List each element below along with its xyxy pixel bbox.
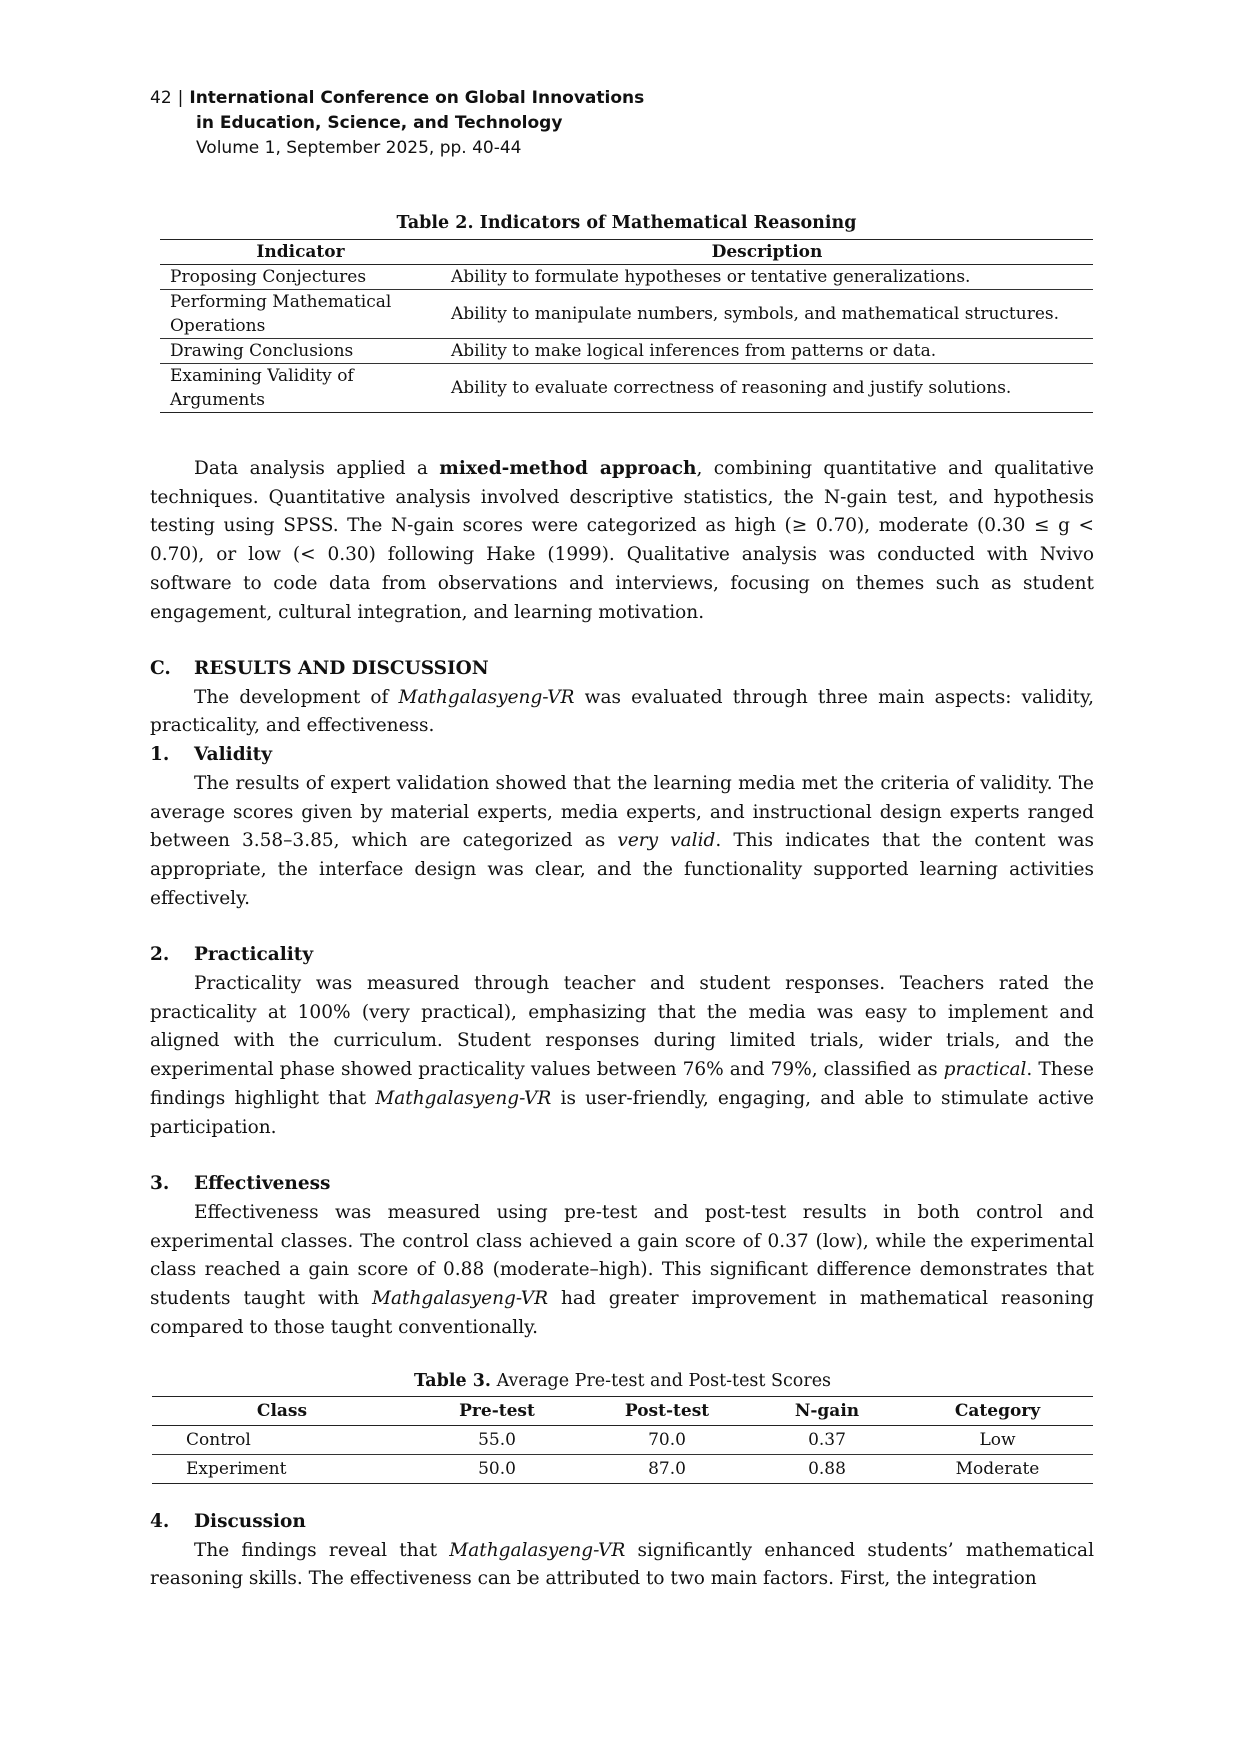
text-run: Effectiveness was measured using pre-test and post-test results in both control and experimental classes. The control class achieved a gain score of 0.37 (low), while the experimental class reached a gain score of 0.88 (moderate–high). This significant difference demonstrates that students taught with [150,1201,1094,1310]
indicator-cell: Proposing Conjectures [160,265,441,290]
table-row [160,290,1093,339]
table-cell: 70.0 [582,1426,752,1455]
table-2-caption: Table 2. Indicators of Mathematical Reasoning [396,213,857,233]
text-run: significantly enhanced students’ mathematical reasoning skills. The effectiveness can be attributed to two main factors. First, the integration [150,1539,1094,1590]
practicality-paragraph [150,970,1094,1142]
table-row [152,1455,1093,1484]
table-header-row [160,240,1093,265]
caption-text: Average Pre-test and Post-test Scores [491,1371,832,1391]
table-header-row [152,1397,1093,1426]
table-row [160,339,1093,364]
column-header: Class [152,1397,412,1426]
emphasis-italic: Mathgalasyeng-VR [398,686,575,708]
discussion-paragraph [150,1537,1094,1594]
indicator-cell: Performing Mathematical Operations [160,290,441,339]
table-row [160,265,1093,290]
subsection-number: 2. [150,944,170,966]
header-line-1 [150,86,644,111]
subsection-title: Effectiveness [194,1173,331,1195]
indicator-cell: Examining Validity of Arguments [160,364,441,413]
table-cell: 0.88 [752,1455,902,1484]
column-header: Description [441,240,1093,265]
section-intro-paragraph [150,684,1094,741]
table-cell: Low [902,1426,1093,1455]
text-run: Data analysis applied a [194,458,440,479]
emphasis-bold: mixed-method approach [439,458,697,479]
emphasis-italic: very valid [617,830,716,852]
text-run: Practicality was measured through teacher and student responses. Teachers rated the practicality at 100% (very practical), emphasizing that the media was easy to implement and aligned with the curriculum. Student responses during limited trials, wider trials, and the experimental phase showed practicality values between 76% and 79%, classified as [150,973,1094,1081]
description-cell: Ability to formulate hypotheses or tentative generalizations. [441,265,1093,290]
header-separator: | [177,88,184,108]
table-cell: 55.0 [412,1426,582,1455]
emphasis-italic: Mathgalasyeng-VR [375,1087,552,1109]
conference-title-line-2: in Education, Science, and Technology [196,113,563,133]
subsection-number: 4. [150,1511,170,1532]
text-run: The results of expert validation showed that the learning media met the criteria of validity. The average scores given by material experts, media experts, and instructional design experts ranged between 3.58–3.85, which are categorized as [150,772,1094,852]
conference-title-line-1: International Conference on Global Innovations [189,88,645,108]
table-cell: 50.0 [412,1455,582,1484]
table-cell: 87.0 [582,1455,752,1484]
subsection-heading [150,941,1094,970]
section-title: RESULTS AND DISCUSSION [194,658,489,679]
table-3 [152,1396,1093,1484]
emphasis-italic: practical [943,1059,1027,1081]
column-header: Pre-test [412,1397,582,1426]
text-run: , combining quantitative and qualitative techniques. Quantitative analysis involved descriptive statistics, the N-gain test, and hypothesis testing using SPSS. The N-gain scores were categorized as high (≥ 0.70), moderate (0.30 ≤ g < 0.70), or low (< 0.30) following Hake (1999). Qualitative analysis was conducted with Nvivo software to code data from observations and interviews, focusing on themes such as student engagement, cultural integration, and learning motivation. [150,458,1094,623]
column-header: N-gain [752,1397,902,1426]
table-3-caption [152,1371,1093,1391]
subsection-number: 3. [150,1173,170,1195]
subsection-title: Validity [194,744,272,766]
running-header [150,86,644,161]
table-cell: 0.37 [752,1426,902,1455]
table-cell: Moderate [902,1455,1093,1484]
section-number: C. [150,658,171,679]
subsection-title: Practicality [194,944,314,966]
emphasis-italic: Mathgalasyeng-VR [372,1288,549,1310]
description-cell: Ability to make logical inferences from patterns or data. [441,339,1093,364]
section-heading [150,655,1094,684]
indicator-cell: Drawing Conclusions [160,339,441,364]
page-number: 42 [150,88,172,108]
caption-label: Table 3. [413,1371,492,1391]
subsection-heading [150,1170,1094,1199]
discussion-section [150,1508,1094,1594]
text-run: The development of [194,686,399,708]
data-analysis-paragraph [150,455,1094,627]
table-2 [160,239,1093,413]
subsection-title: Discussion [194,1511,306,1532]
description-cell: Ability to evaluate correctness of reasoning and justify solutions. [441,364,1093,413]
effectiveness-paragraph [150,1199,1094,1343]
column-header: Category [902,1397,1093,1426]
text-run: . These findings highlight that [150,1059,1095,1109]
text-run: had greater improvement in mathematical reasoning compared to those taught conventionally. [150,1288,1094,1338]
validity-paragraph [150,770,1094,914]
subsection-heading [150,1508,1094,1537]
description-cell: Ability to manipulate numbers, symbols, and mathematical structures. [441,290,1093,339]
text-run: . This indicates that the content was appropriate, the interface design was clear, and the functionality supported learning activities effectively. [150,830,1095,909]
text-run: The findings reveal that [194,1539,450,1561]
volume-info: Volume 1, September 2025, pp. 40-44 [196,138,522,158]
column-header: Post-test [582,1397,752,1426]
table-row [160,364,1093,413]
text-run: was evaluated through three main aspects: validity, practicality, and effectiveness. [150,686,1094,737]
text-run: is user-friendly, engaging, and able to stimulate active participation. [150,1087,1094,1138]
column-header: Indicator [160,240,441,265]
results-section [150,655,1094,1342]
table-row [152,1426,1093,1455]
data-analysis-section [150,455,1094,627]
table-cell: Control [152,1426,412,1455]
subsection-number: 1. [150,744,170,766]
table-cell: Experiment [152,1455,412,1484]
emphasis-italic: Mathgalasyeng-VR [449,1539,626,1561]
subsection-heading [150,741,1094,770]
